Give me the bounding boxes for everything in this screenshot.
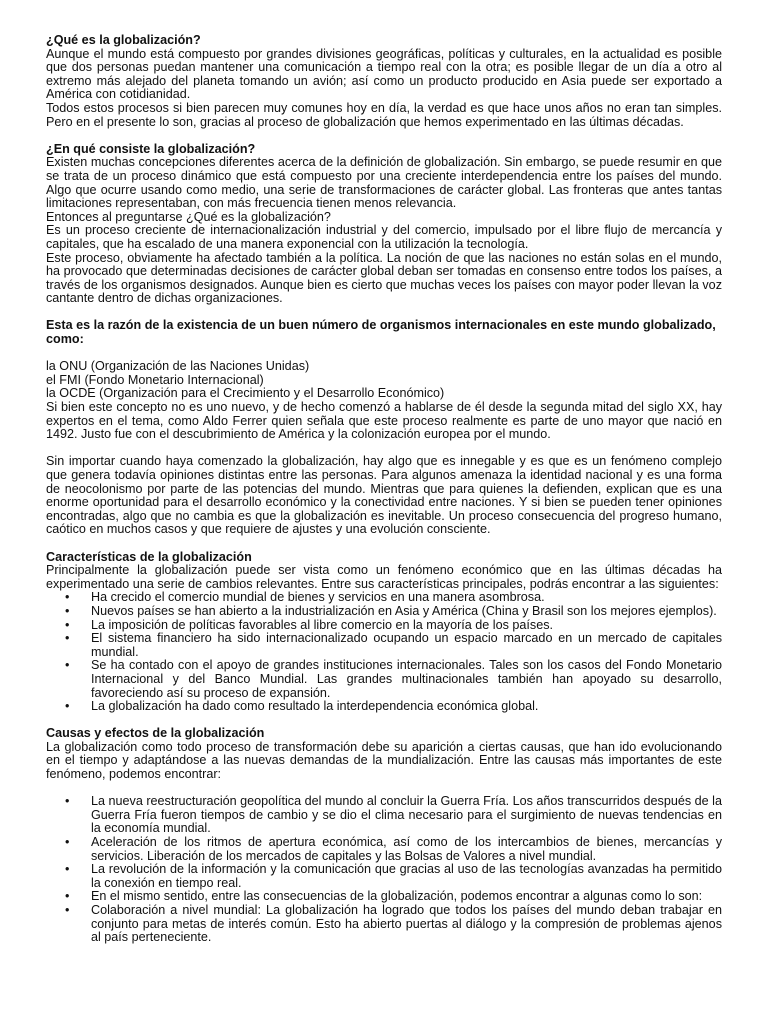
org-line: la OCDE (Organización para el Crecimiento y el Desarrollo Económico) [46,386,445,401]
list-item: • El sistema financiero ha sido internacionalizado ocupando un espacio marcado en un mercado de capitales mundial. [65,631,722,659]
heading-organismos: Esta es la razón de la existencia de un buen número de organismos internacionales en este mundo globalizado, como: [46,318,716,347]
paragraph: La globalización como todo proceso de transformación debe su aparición a ciertas causas, que han ido evolucionando en el tiempo y adaptándose a las nuevas demandas de la mundialización. Entre las causas más importantes de este fenómeno, podemos encontrar: [46,739,722,782]
bullet-icon: • [65,603,70,618]
list-item: • Aceleración de los ritmos de apertura económica, así como de los intercambios de bienes, mercancías y servicios. Liberación de los mercados de capitales y las Bolsas de Valores a nivel mundial. [65,835,722,863]
list-item: • La nueva reestructuración geopolítica del mundo al concluir la Guerra Fría. Los años transcurridos después de la Guerra Fría fueron tiempos de cambio y se dio el clima necesario para el surgimiento de nuevas tendencias en la economía mundial. [65,794,722,836]
paragraph: Entonces al preguntarse ¿Qué es la globalización? [46,209,331,224]
bullet-icon: • [65,862,70,877]
paragraph: Sin importar cuando haya comenzado la globalización, hay algo que es innegable y es que es un fenómeno complejo que genera todavía opiniones distintas entre las personas. Para algunos amenaza la identidad nacional y es una forma de neocolonismo por parte de las potencias del mundo. Mientras que para quienes la defienden, explican que es una enorme oportunidad para el desarrollo económico y la conectividad entre naciones. Y si bien se pueden tener opiniones encontradas, algo que no cambia es que la globalización es inevitable. Un proceso consecuencia del progreso humano, caótico en muchos casos y que requiere de ajustes y una evolución consciente. [46,454,722,537]
list-item: • Se ha contado con el apoyo de grandes instituciones internacionales. Tales son los casos del Fondo Monetario Internacional y del Banco Mundial. Las grandes multinacionales también han apoyado su desarrollo, favoreciendo así su proceso de expansión. [65,658,722,700]
list-item: • Nuevos países se han abierto a la industrialización en Asia y América (China y Brasil son los mejores ejemplos). [65,603,717,618]
bullet-icon: • [65,903,70,917]
bullet-icon: • [65,835,70,850]
list-item: • Ha crecido el comercio mundial de bienes y servicios en una manera asombrosa. [65,590,545,605]
org-line: el FMI (Fondo Monetario Internacional) [46,372,264,387]
bullet-icon: • [65,658,70,673]
heading-en-que-consiste: ¿En qué consiste la globalización? [46,141,256,156]
heading-caracteristicas: Características de la globalización [46,549,252,564]
paragraph: Este proceso, obviamente ha afectado también a la política. La noción de que las naciones no están solas en el mundo, ha provocado que determinadas decisiones de carácter global deban ser tomadas en consenso entre todos los países, a través de los organismos designados. Aunque bien es cierto que muchas veces los países con mayor poder llevan la voz cantante dentro de dichas organizaciones. [46,250,722,306]
heading-causas: Causas y efectos de la globalización [46,726,265,741]
org-line: la ONU (Organización de las Naciones Unidas) [46,359,310,374]
list-item: • Colaboración a nivel mundial: La globalización ha logrado que todos los países del mundo deban trabajar en conjunto para metas de interés común. Esto ha abierto puertas al diálogo y la compresión de problemas ajenos al país perteneciente. [65,903,722,945]
paragraph: Es un proceso creciente de internacionalización industrial y del comercio, impulsado por el libre flujo de mercancía y capitales, que ha escalado de una manera exponencial con la utilización la tecnología. [46,223,722,251]
paragraph: Existen muchas concepciones diferentes acerca de la definición de globalización. Sin embargo, se puede resumir en que se trata de un proceso dinámico que está compuesto por una creciente interdependencia entre los países del mundo. Algo que ocurre usando como medio, una serie de transformaciones de carácter global. Las fronteras que antes tantas limitaciones representaban, con más frecuencia tienen menos relevancia. [46,155,722,211]
paragraph: Principalmente la globalización puede ser vista como un fenómeno económico que en las últimas décadas ha experimentado una serie de cambios relevantes. Entre sus características principales, podrás encontrar a las siguientes: [46,563,722,591]
list-item: • En el mismo sentido, entre las consecuencias de la globalización, podemos encontrar a algunas como lo son: [65,889,703,904]
causas-list [46,795,722,945]
heading-que-es: ¿Qué es la globalización? [46,33,201,47]
paragraph: Aunque el mundo está compuesto por grandes divisiones geográficas, políticas y culturales, en la actualidad es posible que dos personas puedan mantener una comunicación a tiempo real con la otra; es posible llegar de un día a otro al extremo más alejado del planeta tomando un avión; así como un producto producido en Asia puede ser exportado a América con cotidianidad. [46,46,722,102]
list-item: • La revolución de la información y la comunicación que gracias al uso de las tecnologías avanzadas ha permitido la conexión en tiempo real. [65,862,722,890]
caracteristicas-list [46,591,722,713]
document-page [46,34,722,945]
list-item: • La imposición de políticas favorables al libre comercio en la mayoría de los países. [65,617,554,632]
bullet-icon: • [65,590,70,605]
paragraph: Si bien este concepto no es uno nuevo, y de hecho comenzó a hablarse de él desde la segunda mitad del siglo XX, hay expertos en el tema, como Aldo Ferrer quien señala que este proceso realmente es parte de uno mayor que nació en 1492. Justo fue con el descubrimiento de América y la colonización europea por el mundo. [46,400,722,442]
bullet-icon: • [65,889,70,904]
list-item: • La globalización ha dado como resultado la interdependencia económica global. [65,699,539,714]
bullet-icon: • [65,631,70,646]
bullet-icon: • [65,617,70,632]
bullet-icon: • [65,699,70,714]
paragraph: Todos estos procesos si bien parecen muy comunes hoy en día, la verdad es que hace unos años no eran tan simples. Pero en el presente lo son, gracias al proceso de globalización que hemos experimentado en las últimas décadas. [46,100,722,129]
bullet-icon: • [65,794,70,809]
